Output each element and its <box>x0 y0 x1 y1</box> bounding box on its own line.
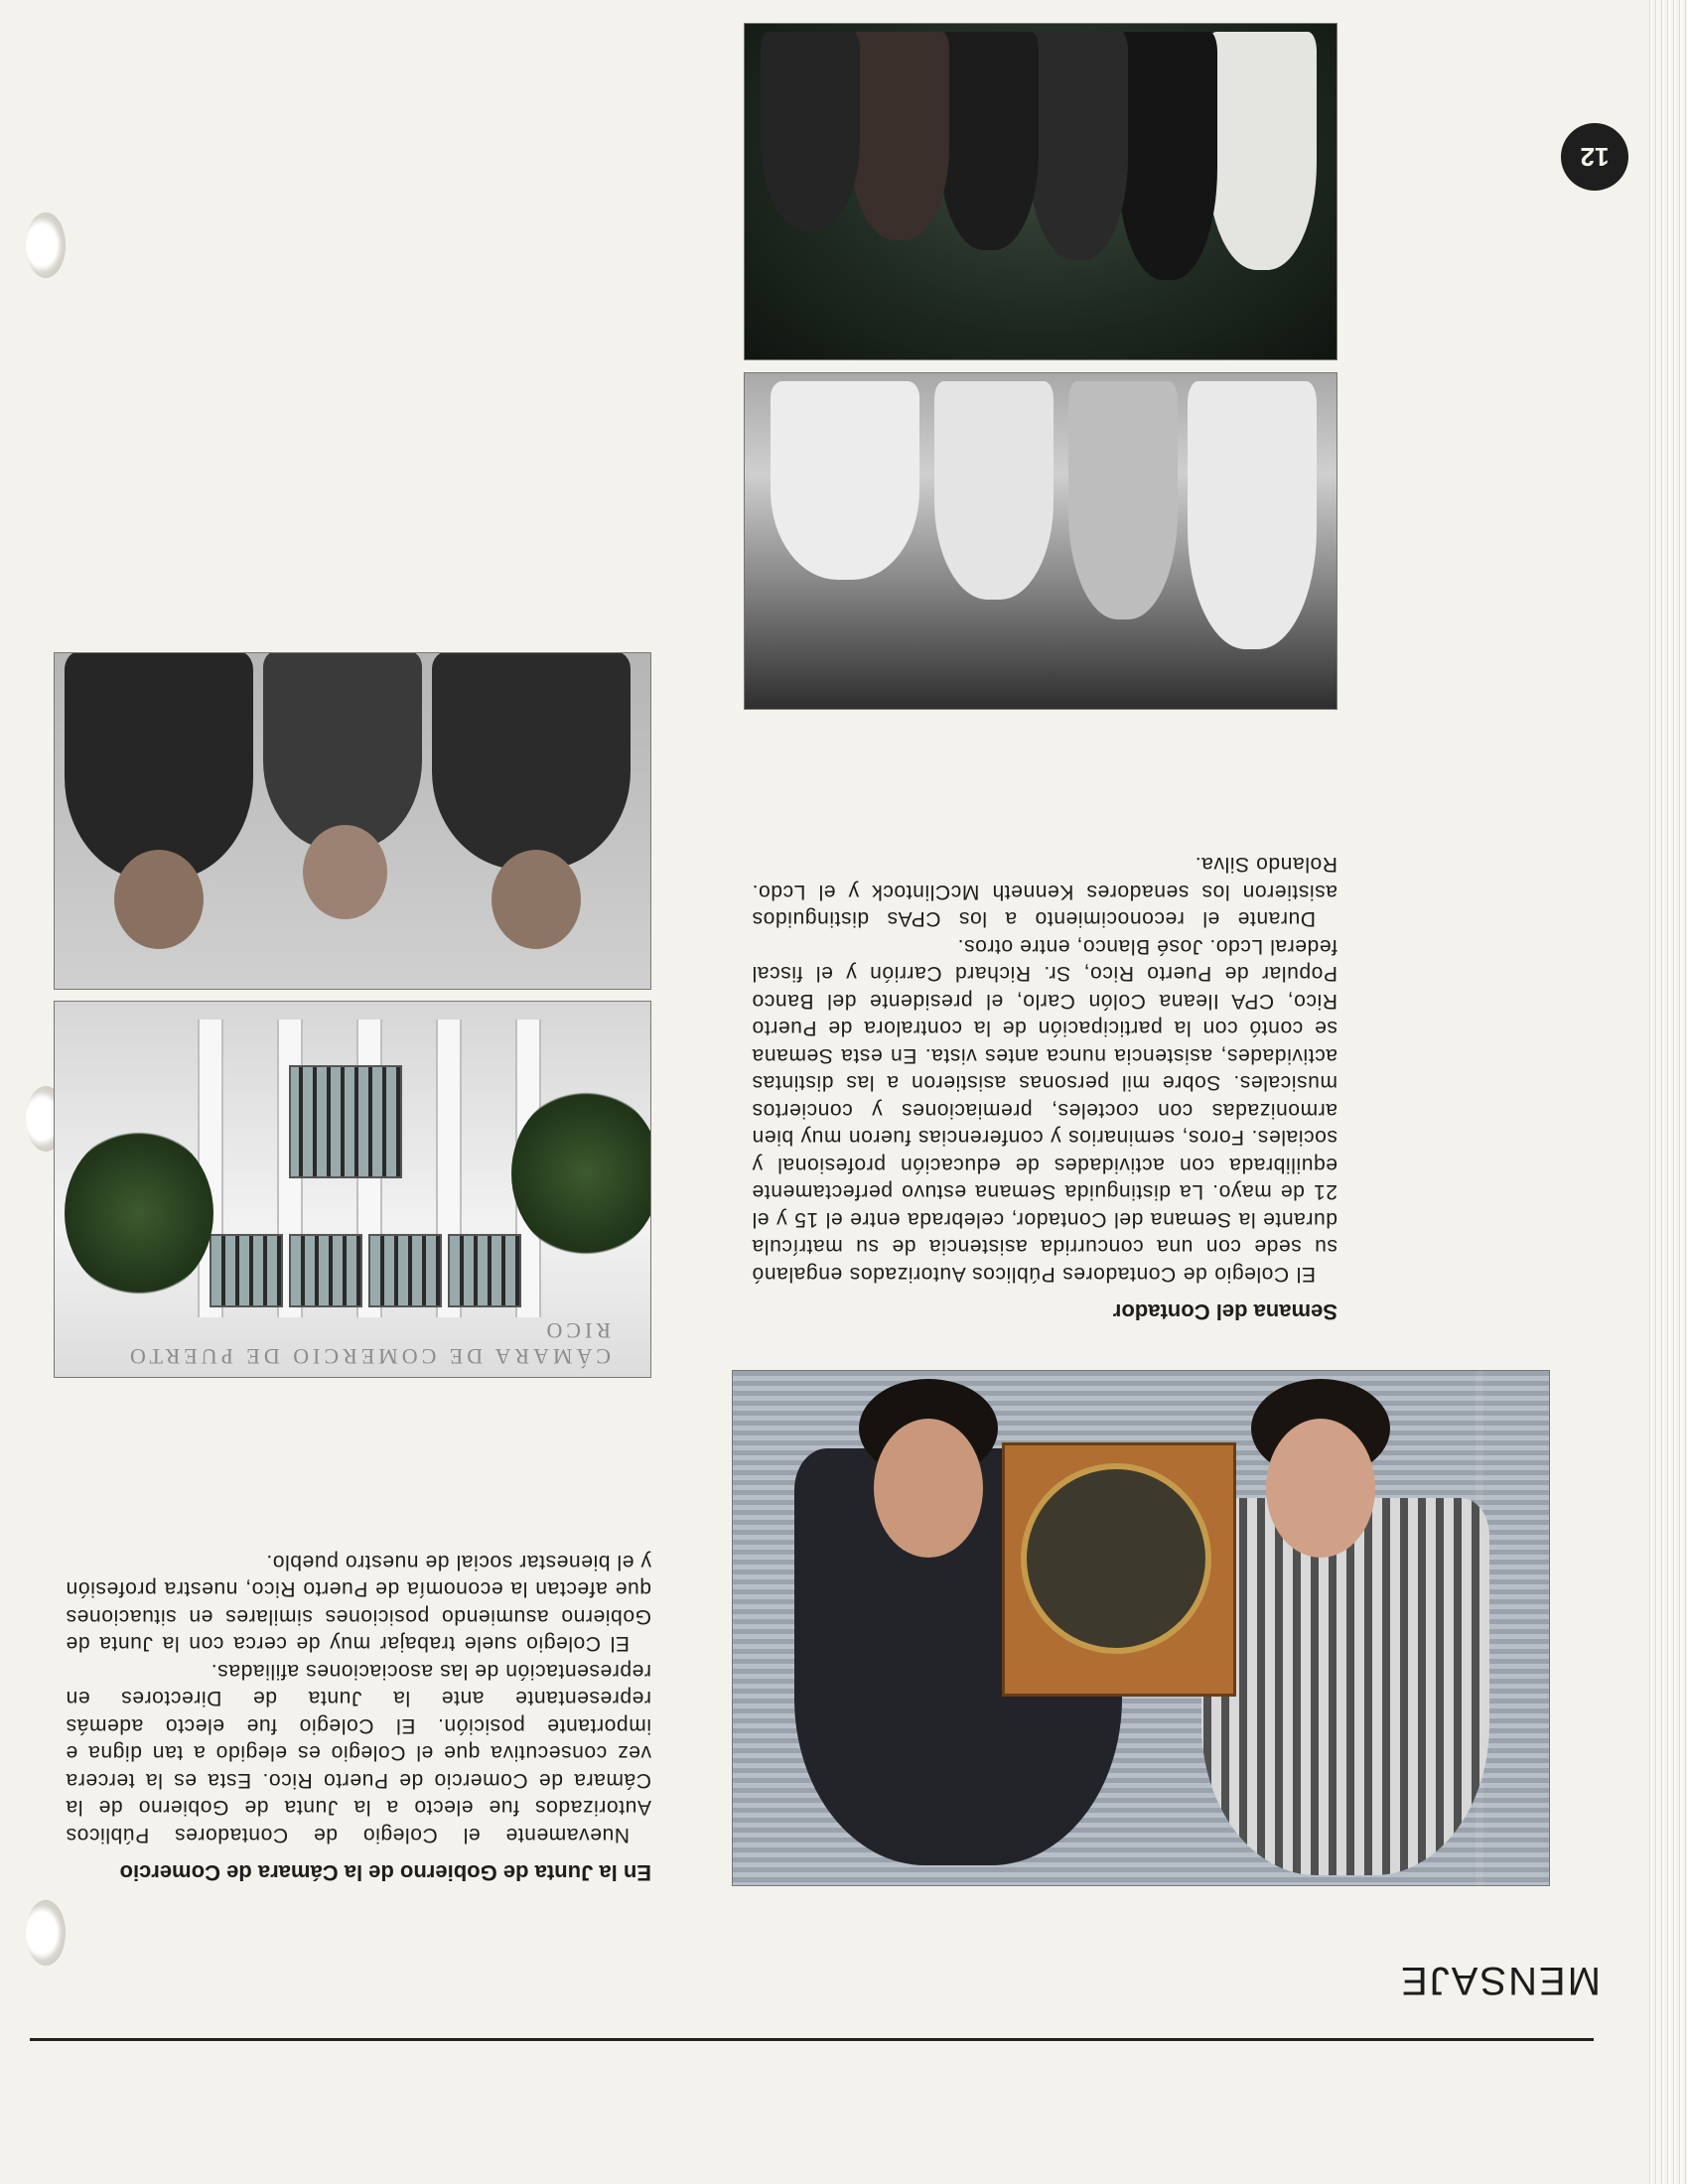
building-photo <box>54 1001 651 1378</box>
person-figure <box>771 381 919 580</box>
palm-tree <box>511 1089 651 1258</box>
person-figure <box>263 652 422 850</box>
person-figure <box>1118 32 1217 280</box>
binder-hole <box>26 212 66 278</box>
person-figure <box>850 32 949 240</box>
person-figure <box>432 652 631 870</box>
person-figure <box>761 32 860 230</box>
group-photo <box>744 23 1337 360</box>
person-figure <box>1188 381 1317 649</box>
face-shape <box>1266 1419 1375 1558</box>
plaque <box>1002 1442 1236 1697</box>
article-paragraph: El Colegio de Contadores Públicos Autorizados engalanó su sede con una concurrida asistencia de su matrícula durante la Semana del Contador, celebrada entre el 15 y el 21 de mayo. La distinguida Semana estuvo perfectamente equilibrada con actividades de educación profesional y sociales. Foros, seminarios y conferencias fueron muy bien armonizadas con cocteles, premiaciones y conciertos musicales. Sobre mil personas asistieron a las distintas actividades, asistencia nunca antes vista. En esta Semana se contó con la participación de la contralora de Puerto Rico, CPA Ileana Colón Carlo, el presidente del Banco Popular de Puerto Rico, Sr. Richard Carrión y el fiscal federal Lcdo. José Blanco, entre otros. <box>752 935 1337 1286</box>
plaque-photo <box>732 1370 1550 1886</box>
person-figure <box>65 652 253 880</box>
window-shape <box>368 1234 442 1307</box>
seal-icon <box>1021 1463 1211 1654</box>
portrait-photo <box>54 652 651 990</box>
window-shape <box>289 1234 362 1307</box>
person-figure <box>1029 32 1128 260</box>
face-shape <box>114 850 204 949</box>
article-title: Semana del Contador <box>1112 1299 1337 1324</box>
article-junta <box>66 1549 651 1887</box>
window-shape <box>210 1234 283 1307</box>
header-rule <box>30 2038 1594 2041</box>
page-number-badge: 12 <box>1561 123 1628 191</box>
article-paragraph: Nuevamente el Colegio de Contadores Públicos Autorizados fue electo a la Junta de Gobierno de la Cámara de Comercio de Puerto Rico. Esta es la tercera vez consecutiva que el Colegio es elegido a tan digna e importante posición. El Colegio fue electo además representante ante la Junta de Directores en representación de las asociaciones afiliadas. <box>66 1660 651 1846</box>
article-paragraph: Durante el reconocimiento a los CPAs distinguidos asistieron los senadores Kenneth McClintock y el Lcdo. Rolando Silva. <box>752 853 1337 931</box>
article-semana <box>752 851 1337 1325</box>
section-header: MENSAJE <box>1399 1959 1601 2002</box>
person-figure <box>934 381 1054 600</box>
window-shape <box>448 1234 521 1307</box>
article-paragraph: El Colegio suele trabajar muy de cerca con la Junta de Gobierno asumiendo posiciones similares en situaciones que afectan la economía de Puerto Rico, nuestra profesión y el bienestar social de nuestro pueblo. <box>66 1551 651 1656</box>
page-edge-stack <box>1648 0 1688 2184</box>
person-figure <box>1207 32 1317 270</box>
person-figure <box>1201 1498 1489 1875</box>
face-shape <box>874 1419 983 1558</box>
building-sign: CÁMARA DE COMERCIO DE PUERTO RICO <box>126 1318 611 1369</box>
face-shape <box>492 850 581 949</box>
person-figure <box>939 32 1039 250</box>
article-title: En la Junta de Gobierno de la Cámara de Comercio <box>119 1860 651 1885</box>
person-figure <box>1068 381 1178 619</box>
binder-hole <box>26 1900 66 1966</box>
window-shape <box>289 1065 402 1178</box>
palm-tree <box>65 1129 213 1297</box>
face-shape <box>303 825 387 919</box>
ceremony-photo <box>744 372 1337 710</box>
